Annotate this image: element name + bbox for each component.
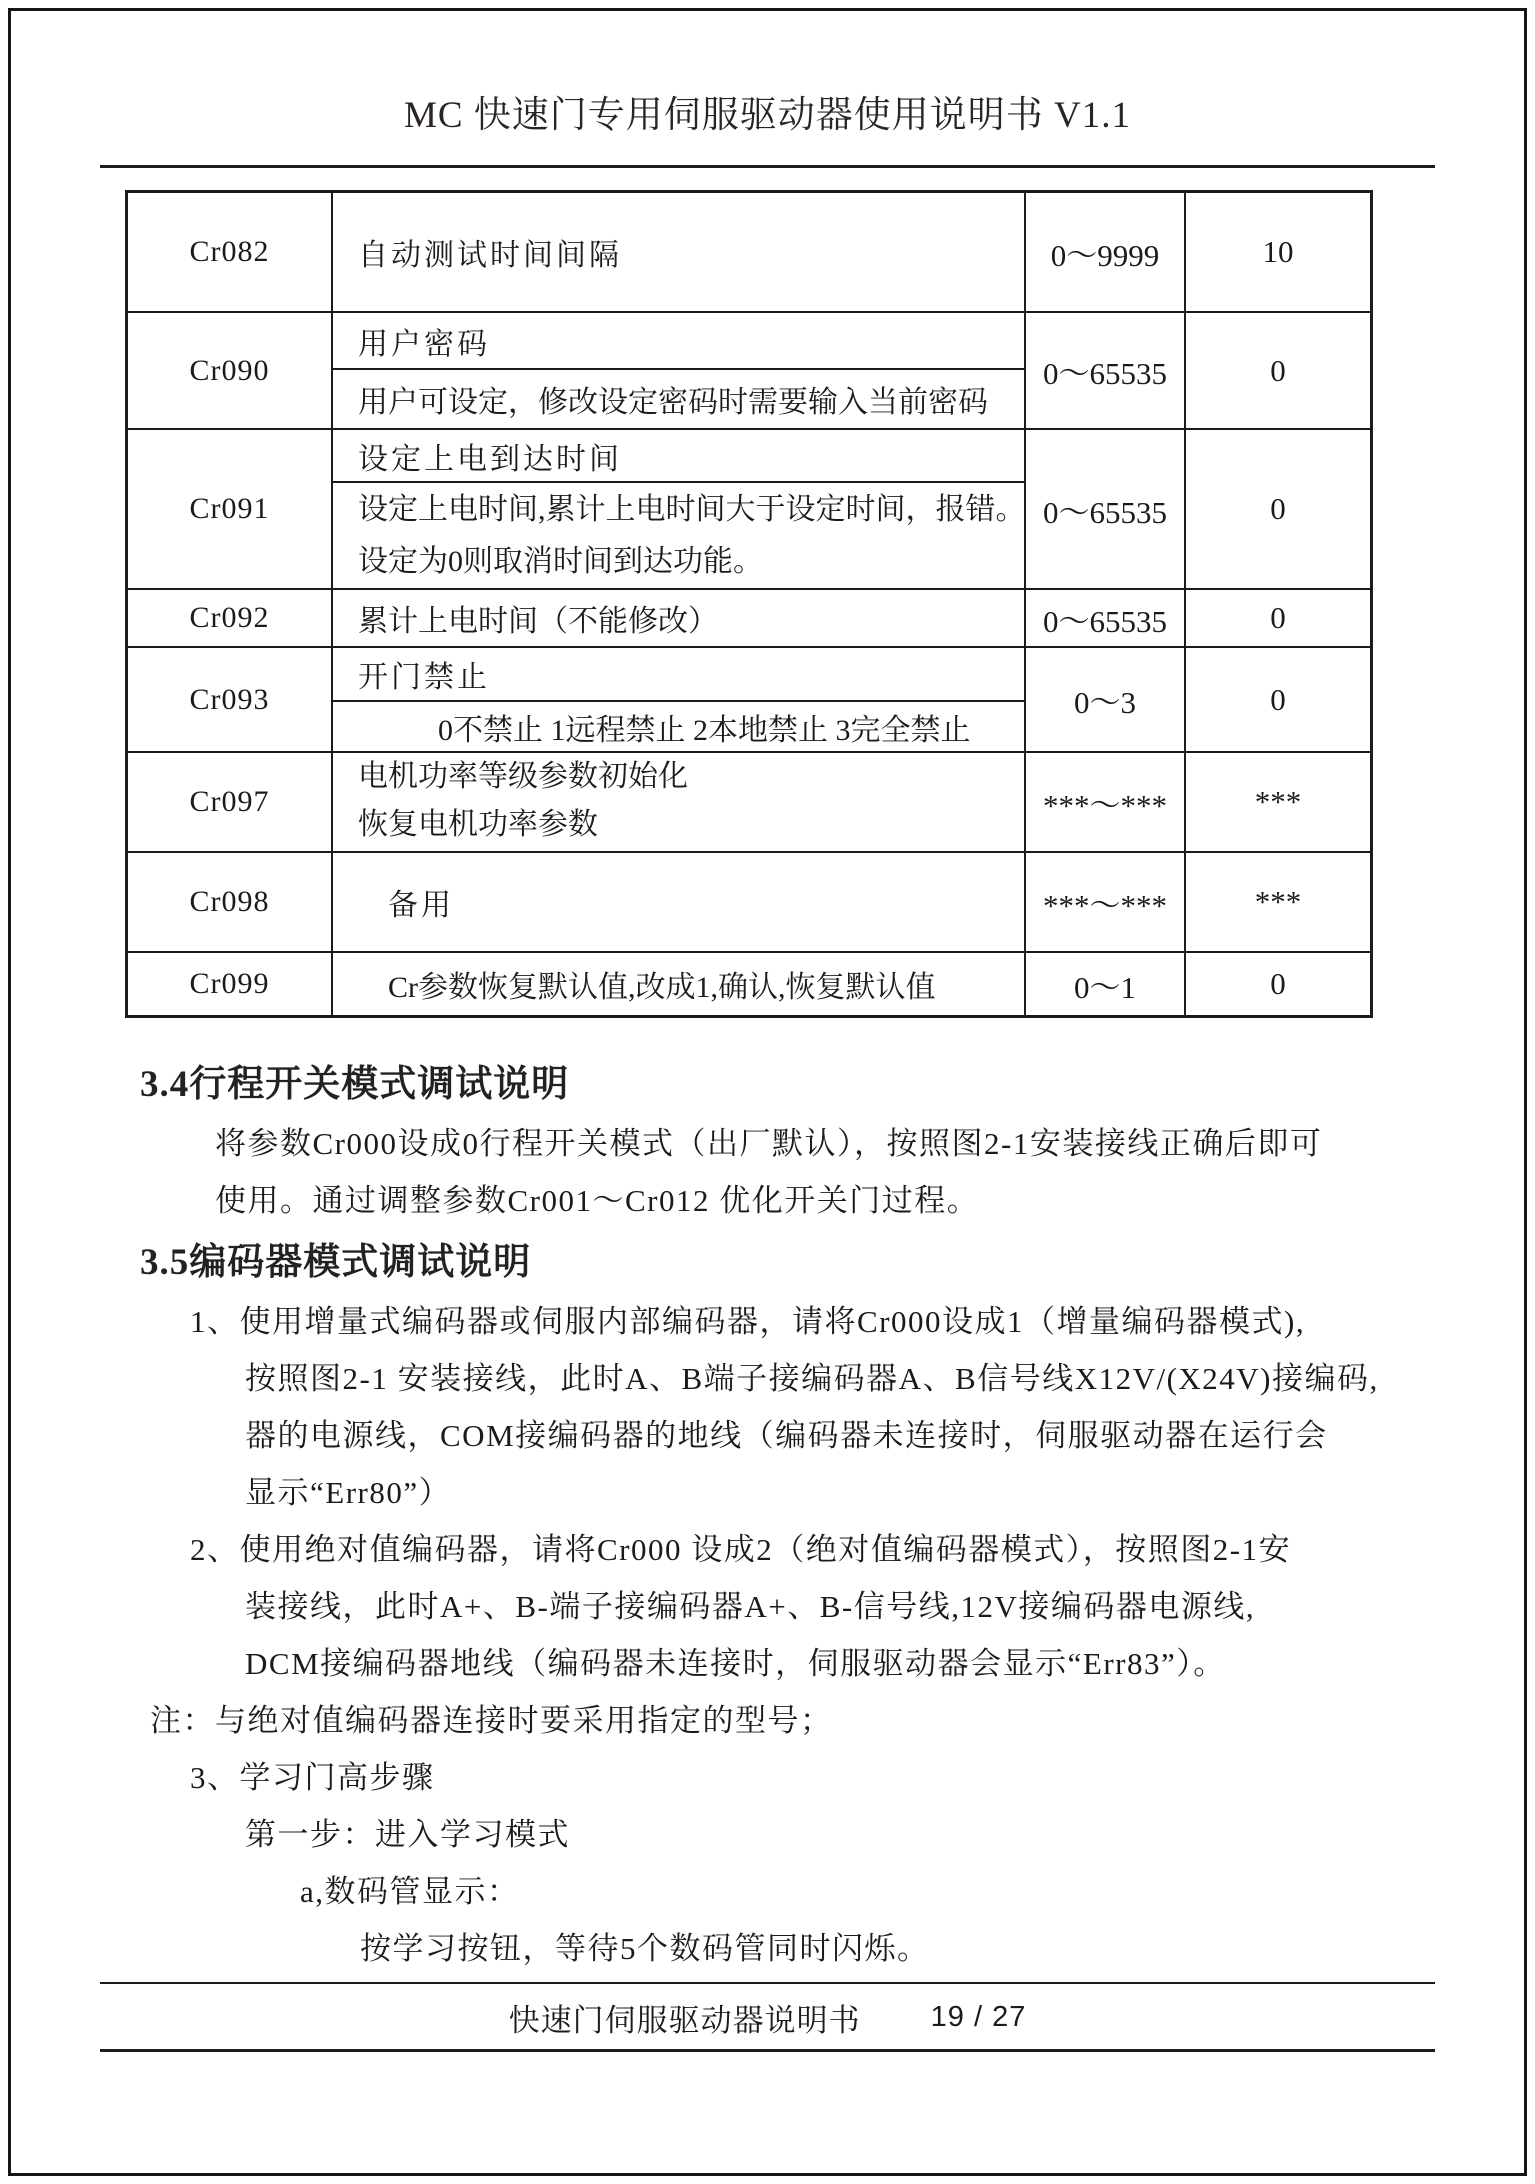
table-row-cr092 — [128, 588, 1370, 646]
param-default: 0 — [1270, 681, 1286, 717]
param-default: 0 — [1270, 600, 1286, 635]
param-default: 0 — [1270, 491, 1286, 526]
param-desc-detail — [333, 483, 1024, 588]
desc-line1: 电机功率等级参数初始化 — [358, 760, 688, 793]
param-range: ***～*** — [1026, 853, 1186, 951]
param-code: Cr091 — [128, 430, 333, 588]
param-range: ***～*** — [1026, 753, 1186, 851]
item2-line3: DCM接编码器地线（编码器未连接时，伺服驱动器会显示“Err83”）。 — [245, 1646, 1226, 1681]
desc-detail-line2: 设定为0则取消时间到达功能。 — [358, 544, 763, 578]
param-range: 0～65535 — [1026, 430, 1186, 588]
param-default: 0 — [1270, 966, 1286, 1001]
param-desc-detail: 用户可设定，修改设定密码时需要输入当前密码 — [358, 386, 988, 419]
table-row-cr093 — [128, 646, 1370, 751]
footer-doc-title: 快速门伺服驱动器说明书 — [508, 2002, 861, 2038]
desc-line2: 恢复电机功率参数 — [358, 808, 598, 841]
section-3-4-paragraph-line1: 将参数Cr000设成0行程开关模式（出厂默认），按照图2-1安装接线正确后即可 — [215, 1126, 1323, 1161]
item1-line3: 器的电源线，COM接编码器的地线（编码器未连接时，伺服驱动器在运行会 — [245, 1418, 1328, 1453]
table-row-cr097 — [128, 751, 1370, 851]
param-range: 0～3 — [1026, 648, 1186, 751]
param-range: 0～65535 — [1026, 590, 1186, 646]
param-desc-title: 用户密码 — [333, 313, 1024, 370]
param-default: *** — [1254, 784, 1302, 819]
item2-line2: 装接线，此时A+、B-端子接编码器A+、B-信号线,12V接编码器电源线, — [245, 1589, 1256, 1624]
step1-sub-line: a,数码管显示： — [300, 1874, 520, 1909]
param-desc-title: 开门禁止 — [333, 648, 1024, 702]
desc-detail-line1: 设定上电时间,累计上电时间大于设定时间，报错。 — [358, 492, 1026, 526]
param-desc: Cr参数恢复默认值,改成1,确认,恢复默认值 — [388, 971, 936, 1004]
step1-action-line: 按学习按钮，等待5个数码管同时闪烁。 — [360, 1931, 930, 1966]
param-desc-options: 0不禁止 1远程禁止 2本地禁止 3完全禁止 — [438, 713, 971, 747]
body-content — [0, 1048, 1535, 1974]
footer-rule-bottom — [100, 2049, 1435, 2052]
item2-line1: 2、使用绝对值编码器，请将Cr000 设成2（绝对值编码器模式），按照图2-1安 — [190, 1532, 1292, 1567]
param-desc-title: 设定上电到达时间 — [333, 430, 1024, 483]
param-code: Cr093 — [128, 648, 333, 751]
step1-line: 第一步：进入学习模式 — [245, 1817, 570, 1852]
param-desc: 备用 — [388, 889, 454, 922]
section-3-4-paragraph-line2: 使用。通过调整参数Cr001～Cr012 优化开关门过程。 — [215, 1183, 980, 1218]
param-code: Cr092 — [128, 590, 333, 646]
header-rule — [100, 165, 1435, 168]
param-range: 0～65535 — [1026, 313, 1186, 428]
item1-line1: 1、使用增量式编码器或伺服内部编码器，请将Cr000设成1（增量编码器模式), — [190, 1304, 1306, 1339]
table-row-cr091 — [128, 428, 1370, 588]
item3-line: 3、学习门高步骤 — [190, 1760, 435, 1795]
footer-rule-top — [100, 1982, 1435, 1984]
param-range: 0～1 — [1026, 953, 1186, 1015]
param-range: 0～9999 — [1026, 193, 1186, 311]
param-code: Cr099 — [128, 953, 333, 1015]
param-desc: 自动测试时间间隔 — [358, 239, 622, 272]
item1-line4: 显示“Err80”） — [245, 1475, 452, 1510]
param-default: *** — [1254, 884, 1302, 919]
item1-line2: 按照图2-1 安装接线，此时A、B端子接编码器A、B信号线X12V/(X24V)接编码, — [245, 1361, 1379, 1396]
note-line: 注：与绝对值编码器连接时要采用指定的型号； — [150, 1703, 833, 1738]
footer-page-indicator: 19 / 27 — [930, 2000, 1027, 2033]
param-code: Cr097 — [128, 753, 333, 851]
table-row-cr098 — [128, 851, 1370, 951]
footer — [0, 1988, 1535, 2046]
param-code: Cr098 — [128, 853, 333, 951]
table-row-cr090 — [128, 311, 1370, 428]
table-row-cr082 — [128, 193, 1370, 311]
param-default: 10 — [1262, 234, 1294, 269]
param-default: 0 — [1270, 352, 1286, 388]
param-code: Cr090 — [128, 313, 333, 428]
param-desc — [333, 753, 1024, 849]
page-title: MC 快速门专用伺服驱动器使用说明书 V1.1 — [403, 95, 1132, 136]
section-3-4-heading: 3.4行程开关模式调试说明 — [140, 1064, 570, 1105]
param-desc: 累计上电时间（不能修改） — [358, 605, 718, 638]
parameter-table — [125, 190, 1373, 1018]
param-code: Cr082 — [128, 193, 333, 311]
table-row-cr099 — [128, 951, 1370, 1015]
section-3-5-heading: 3.5编码器模式调试说明 — [140, 1242, 532, 1283]
